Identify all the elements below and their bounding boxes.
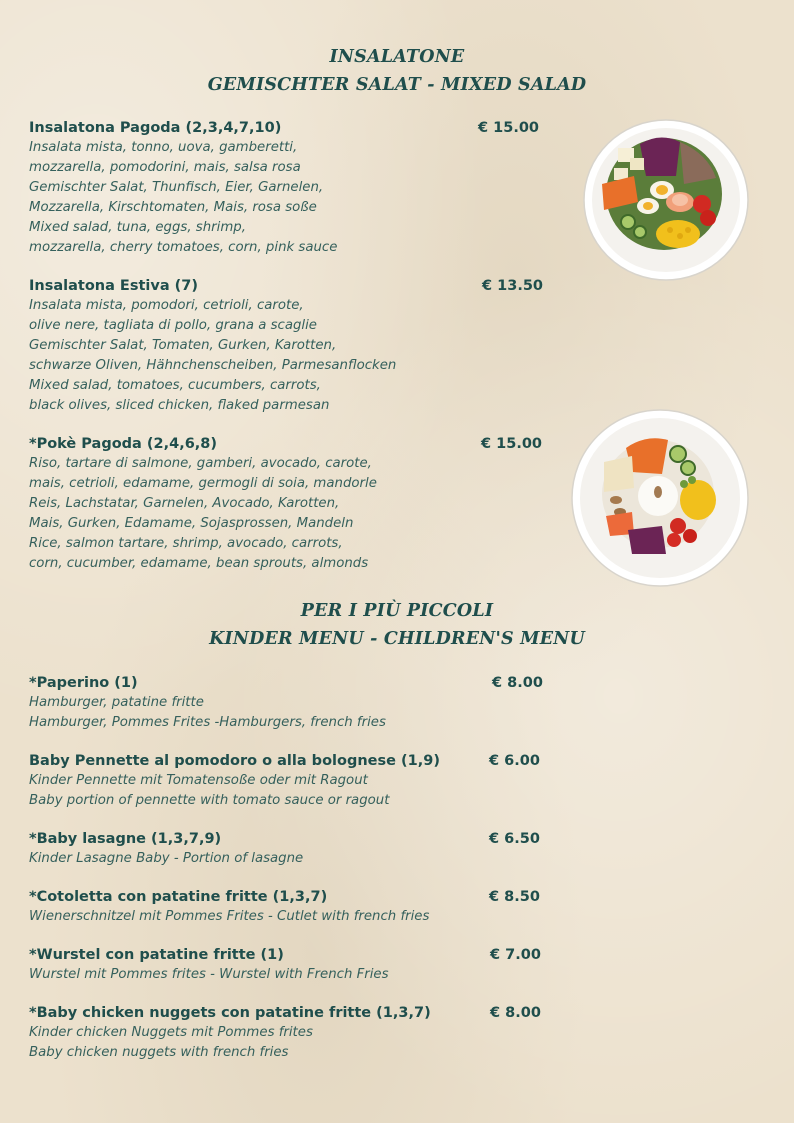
menu-item-cotoletta — [29, 887, 540, 927]
item-desc-line: Reis, Lachstatar, Garnelen, Avocado, Karotten, — [29, 496, 340, 511]
item-price: € 13.50 — [482, 278, 544, 294]
item-desc-line: Mais, Gurken, Edamame, Sojasprossen, Mandeln — [29, 516, 354, 531]
kids-title-line2: KINDER MENU - CHILDREN'S MENU — [209, 629, 585, 649]
item-desc-line: Mixed salad, tomatoes, cucumbers, carrots, — [29, 378, 321, 393]
salad-bowl-photo — [580, 114, 752, 284]
item-name: Insalatona Estiva (7) — [29, 278, 199, 294]
item-desc-line: Wurstel mit Pommes frites - Wurstel with French Fries — [29, 967, 389, 982]
item-desc-line: corn, cucumber, edamame, bean sprouts, almonds — [29, 556, 369, 571]
item-name: *Baby chicken nuggets con patatine fritte (1,3,7) — [29, 1005, 431, 1021]
item-desc-line: Baby portion of pennette with tomato sauce or ragout — [29, 793, 390, 808]
item-desc-line: Riso, tartare di salmone, gamberi, avocado, carote, — [29, 456, 372, 471]
item-desc-line: Insalata mista, pomodori, cetrioli, carote, — [29, 298, 304, 313]
item-desc-line: Mozzarella, Kirschtomaten, Mais, rosa soße — [29, 200, 317, 215]
item-desc-line: black olives, sliced chicken, flaked parmesan — [29, 398, 330, 413]
item-desc-line: Mixed salad, tuna, eggs, shrimp, — [29, 220, 246, 235]
poke-bowl-photo — [570, 408, 750, 588]
item-desc-line: Rice, salmon tartare, shrimp, avocado, carrots, — [29, 536, 343, 551]
menu-item-baby-chicken-nuggets — [29, 1003, 541, 1063]
menu-item-poke-pagoda — [29, 434, 543, 574]
item-name: *Cotoletta con patatine fritte (1,3,7) — [29, 889, 328, 905]
salads-title-line1: INSALATONE — [329, 47, 465, 67]
item-price: € 15.00 — [481, 436, 543, 452]
item-name: *Paperino (1) — [29, 675, 138, 691]
menu-item-baby-pennette — [29, 751, 540, 811]
item-desc-line: Wienerschnitzel mit Pommes Frites - Cutlet with french fries — [29, 909, 430, 924]
item-desc-line: mozzarella, pomodorini, mais, salsa rosa — [29, 160, 301, 175]
menu-item-wurstel — [29, 945, 541, 985]
item-desc-line: Baby chicken nuggets with french fries — [29, 1045, 289, 1060]
item-desc-line: Kinder chicken Nuggets mit Pommes frites — [29, 1025, 313, 1040]
item-desc-line: Kinder Pennette mit Tomatensoße oder mit Ragout — [29, 773, 368, 788]
salads-title-line2: GEMISCHTER SALAT - MIXED SALAD — [207, 75, 587, 95]
item-name: *Wurstel con patatine fritte (1) — [29, 947, 284, 963]
item-desc-line: Gemischter Salat, Tomaten, Gurken, Karotten, — [29, 338, 337, 353]
item-name: Insalatona Pagoda (2,3,4,7,10) — [29, 120, 282, 136]
item-price: € 6.00 — [489, 753, 540, 769]
item-name: *Pokè Pagoda (2,4,6,8) — [29, 436, 218, 452]
item-price: € 8.50 — [489, 889, 540, 905]
item-desc-line: schwarze Oliven, Hähnchenscheiben, Parmesanflocken — [29, 358, 397, 373]
item-desc-line: Hamburger, patatine fritte — [29, 695, 204, 710]
kids-title-line1: PER I PIÙ PICCOLI — [300, 601, 494, 621]
item-desc-line: mais, cetrioli, edamame, germogli di soia, mandorle — [29, 476, 377, 491]
item-price: € 8.00 — [490, 1005, 541, 1021]
item-desc-line: mozzarella, cherry tomatoes, corn, pink sauce — [29, 240, 338, 255]
menu-item-paperino — [29, 673, 543, 733]
item-desc-line: Gemischter Salat, Thunfisch, Eier, Garnelen, — [29, 180, 324, 195]
item-desc-line: olive nere, tagliata di pollo, grana a scaglie — [29, 318, 317, 333]
menu-item-insalatona-estiva — [29, 276, 544, 416]
item-price: € 6.50 — [489, 831, 540, 847]
item-name: *Baby lasagne (1,3,7,9) — [29, 831, 222, 847]
item-name: Baby Pennette al pomodoro o alla bolognese (1,9) — [29, 753, 440, 769]
item-desc-line: Hamburger, Pommes Frites -Hamburgers, french fries — [29, 715, 386, 730]
menu-item-insalatona-pagoda — [29, 118, 540, 258]
item-price: € 15.00 — [478, 120, 540, 136]
item-desc-line: Kinder Lasagne Baby - Portion of lasagne — [29, 851, 304, 866]
item-price: € 7.00 — [490, 947, 541, 963]
item-desc-line: Insalata mista, tonno, uova, gamberetti, — [29, 140, 298, 155]
menu-item-baby-lasagne — [29, 829, 540, 869]
item-price: € 8.00 — [492, 675, 543, 691]
